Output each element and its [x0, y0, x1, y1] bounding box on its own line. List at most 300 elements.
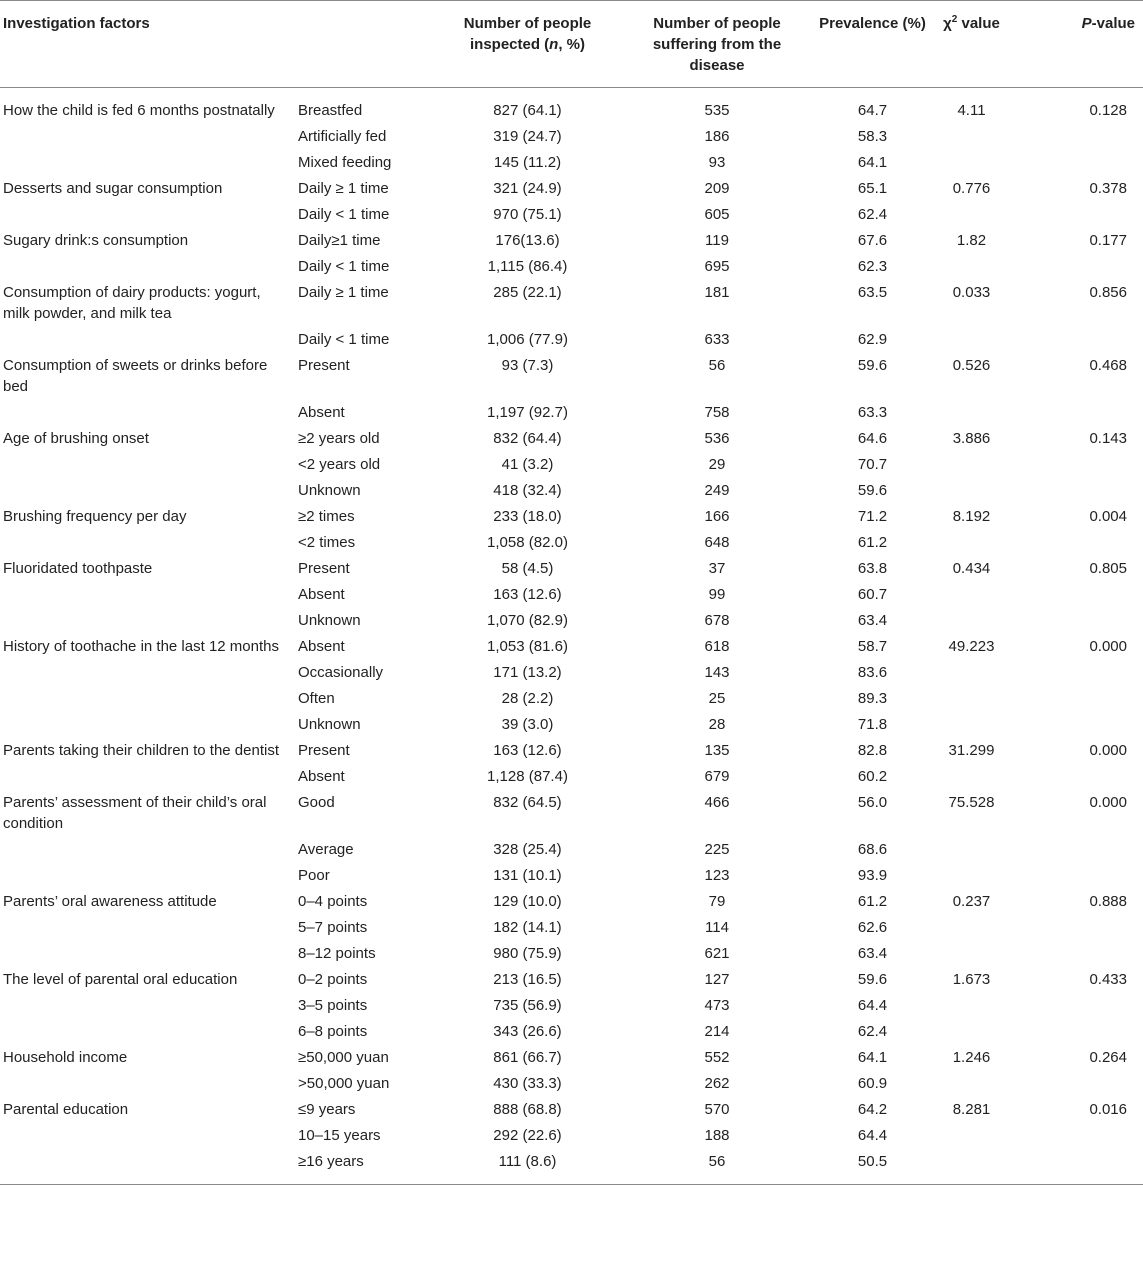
cell-suffering: 188 [704, 1127, 730, 1144]
cell-prevalence: 71.8 [857, 716, 888, 733]
cell-factor: Parents taking their children to the dentist [3, 742, 279, 759]
table-row [0, 1019, 1143, 1045]
cell-p-value [1011, 941, 1143, 967]
cell-prevalence: 82.8 [857, 742, 888, 759]
cell-suffering: 618 [704, 638, 730, 655]
cell-prevalence: 67.6 [857, 232, 888, 249]
cell-inspected: 28 (2.2) [501, 690, 554, 707]
cell-factor [0, 124, 288, 150]
cell-level: ≥16 years [298, 1153, 364, 1170]
cell-factor [0, 1071, 288, 1097]
cell-factor: Parents’ oral awareness attitude [3, 893, 217, 910]
cell-chi2: 4.11 [957, 102, 986, 119]
table-row [0, 1045, 1143, 1071]
header-inspected-b: , %) [558, 36, 586, 53]
cell-inspected: 319 (24.7) [493, 128, 562, 145]
cell-chi2 [932, 915, 1011, 941]
cell-chi2 [932, 863, 1011, 889]
table-row [0, 1071, 1143, 1097]
cell-suffering: 143 [704, 664, 730, 681]
cell-factor [0, 1123, 288, 1149]
cell-suffering: 119 [705, 232, 729, 249]
cell-factor [0, 150, 288, 176]
cell-prevalence: 62.9 [857, 331, 888, 348]
cell-suffering: 28 [708, 716, 726, 733]
cell-p-value [1011, 254, 1143, 280]
cell-level: Daily < 1 time [298, 331, 390, 348]
cell-factor [0, 582, 288, 608]
header-inspected-n: n [549, 36, 559, 53]
cell-suffering: 552 [704, 1049, 730, 1066]
header-chi-sup: 2 [951, 14, 958, 25]
cell-chi2: 0.237 [952, 893, 991, 910]
cell-chi2 [932, 254, 1011, 280]
cell-prevalence: 58.7 [857, 638, 888, 655]
cell-inspected: 418 (32.4) [493, 482, 562, 499]
cell-p-value [1011, 915, 1143, 941]
cell-prevalence: 60.9 [857, 1075, 888, 1092]
cell-prevalence: 63.5 [857, 284, 888, 301]
cell-inspected: 970 (75.1) [493, 206, 562, 223]
cell-level: 10–15 years [298, 1127, 381, 1144]
cell-p-value: 0.378 [1089, 180, 1127, 197]
cell-p-value [1011, 478, 1143, 504]
cell-factor [0, 452, 288, 478]
cell-prevalence: 59.6 [857, 482, 888, 499]
cell-suffering: 29 [708, 456, 726, 473]
cell-inspected: 285 (22.1) [493, 284, 562, 301]
cell-p-value [1011, 202, 1143, 228]
cell-level: Present [298, 560, 350, 577]
cell-prevalence: 60.2 [857, 768, 888, 785]
table-row [0, 790, 1143, 837]
cell-prevalence: 64.4 [857, 1127, 888, 1144]
table-row [0, 993, 1143, 1019]
cell-suffering: 37 [708, 560, 726, 577]
header-row [0, 1, 1143, 88]
cell-prevalence: 83.6 [857, 664, 888, 681]
cell-chi2 [932, 530, 1011, 556]
cell-inspected: 321 (24.9) [493, 180, 562, 197]
cell-suffering: 648 [704, 534, 730, 551]
cell-prevalence: 64.1 [857, 154, 888, 171]
cell-level: Unknown [298, 482, 361, 499]
cell-inspected: 827 (64.1) [493, 102, 562, 119]
header-inspected [434, 1, 621, 88]
cell-p-value: 0.468 [1089, 357, 1127, 374]
cell-level: 6–8 points [298, 1023, 368, 1040]
cell-p-value: 0.888 [1089, 893, 1127, 910]
header-suffering: Number of people suffering from the disease [652, 15, 782, 74]
cell-level: Daily ≥ 1 time [298, 284, 389, 301]
cell-inspected: 1,058 (82.0) [487, 534, 568, 551]
cell-chi2: 75.528 [948, 794, 995, 811]
cell-p-value [1011, 712, 1143, 738]
cell-p-value [1011, 686, 1143, 712]
cell-inspected: 176(13.6) [495, 232, 560, 249]
header-factor: Investigation factors [3, 15, 150, 32]
table-row [0, 530, 1143, 556]
table-row [0, 915, 1143, 941]
cell-chi2 [932, 478, 1011, 504]
table-row [0, 1123, 1143, 1149]
cell-level: Breastfed [298, 102, 363, 119]
cell-factor [0, 712, 288, 738]
cell-chi2 [932, 124, 1011, 150]
cell-factor [0, 608, 288, 634]
cell-level: ≥2 times [298, 508, 355, 525]
cell-p-value [1011, 660, 1143, 686]
cell-level: Absent [298, 768, 345, 785]
cell-suffering: 166 [704, 508, 730, 525]
cell-level: Poor [298, 867, 330, 884]
cell-factor [0, 254, 288, 280]
cell-inspected: 1,053 (81.6) [487, 638, 568, 655]
cell-factor [0, 400, 288, 426]
cell-p-value: 0.128 [1089, 102, 1127, 119]
cell-chi2 [932, 327, 1011, 353]
cell-suffering: 25 [708, 690, 726, 707]
cell-factor [0, 993, 288, 1019]
cell-inspected: 111 (8.6) [498, 1153, 557, 1170]
cell-level: 3–5 points [298, 997, 368, 1014]
cell-factor [0, 764, 288, 790]
cell-level: ≥2 years old [298, 430, 380, 447]
cell-prevalence: 62.6 [857, 919, 888, 936]
cell-p-value [1011, 764, 1143, 790]
cell-prevalence: 56.0 [857, 794, 888, 811]
cell-chi2 [932, 150, 1011, 176]
header-prevalence: Prevalence (%) [819, 15, 926, 32]
cell-prevalence: 64.7 [857, 102, 888, 119]
cell-chi2 [932, 660, 1011, 686]
table-row [0, 738, 1143, 764]
cell-inspected: 832 (64.5) [493, 794, 562, 811]
cell-chi2: 31.299 [948, 742, 995, 759]
cell-inspected: 735 (56.9) [493, 997, 562, 1014]
cell-inspected: 832 (64.4) [493, 430, 562, 447]
cell-chi2: 0.033 [952, 284, 991, 301]
cell-inspected: 980 (75.9) [493, 945, 562, 962]
cell-chi2 [932, 686, 1011, 712]
cell-prevalence: 70.7 [857, 456, 888, 473]
cell-inspected: 163 (12.6) [493, 586, 562, 603]
cell-level: 0–4 points [298, 893, 368, 910]
cell-prevalence: 64.6 [857, 430, 888, 447]
cell-suffering: 570 [704, 1101, 730, 1118]
cell-level: <2 years old [298, 456, 381, 473]
cell-inspected: 163 (12.6) [493, 742, 562, 759]
cell-level: Average [298, 841, 354, 858]
cell-level: ≤9 years [298, 1101, 356, 1118]
cell-level: Present [298, 357, 350, 374]
cell-prevalence: 62.4 [857, 206, 888, 223]
cell-p-value [1011, 863, 1143, 889]
cell-suffering: 633 [704, 331, 730, 348]
cell-prevalence: 61.2 [857, 893, 888, 910]
table-row [0, 712, 1143, 738]
table-row [0, 280, 1143, 327]
cell-inspected: 1,197 (92.7) [487, 404, 568, 421]
table-body [0, 88, 1143, 1185]
cell-suffering: 123 [704, 867, 730, 884]
cell-p-value [1011, 1071, 1143, 1097]
cell-prevalence: 61.2 [857, 534, 888, 551]
cell-level: 0–2 points [298, 971, 368, 988]
cell-inspected: 888 (68.8) [493, 1101, 562, 1118]
table-row [0, 327, 1143, 353]
cell-suffering: 56 [708, 1153, 726, 1170]
cell-chi2: 0.526 [952, 357, 991, 374]
cell-inspected: 39 (3.0) [501, 716, 554, 733]
cell-p-value [1011, 452, 1143, 478]
cell-factor: The level of parental oral education [3, 971, 238, 988]
table-row [0, 254, 1143, 280]
cell-chi2 [932, 712, 1011, 738]
cell-factor [0, 863, 288, 889]
cell-factor: Consumption of dairy products: yogurt, milk powder, and milk tea [3, 284, 261, 322]
cell-chi2: 8.281 [952, 1101, 991, 1118]
cell-p-value [1011, 150, 1143, 176]
cell-inspected: 145 (11.2) [493, 154, 562, 171]
cell-level: >50,000 yuan [298, 1075, 390, 1092]
cell-p-value: 0.000 [1089, 638, 1127, 655]
cell-p-value [1011, 582, 1143, 608]
table-row [0, 863, 1143, 889]
cell-suffering: 621 [704, 945, 730, 962]
cell-chi2: 8.192 [952, 508, 991, 525]
cell-chi2: 0.776 [952, 180, 991, 197]
cell-prevalence: 63.8 [857, 560, 888, 577]
cell-suffering: 209 [704, 180, 730, 197]
cell-chi2 [932, 1149, 1011, 1185]
cell-suffering: 225 [704, 841, 730, 858]
cell-factor: Sugary drink:s consumption [3, 232, 189, 249]
cell-prevalence: 63.4 [857, 945, 888, 962]
cell-level: Artificially fed [298, 128, 387, 145]
table-row [0, 426, 1143, 452]
cell-suffering: 56 [708, 357, 726, 374]
header-chi-rest: value [957, 15, 1000, 32]
table-row [0, 764, 1143, 790]
cell-factor: Parental education [3, 1101, 129, 1118]
cell-p-value [1011, 124, 1143, 150]
cell-inspected: 93 (7.3) [501, 357, 554, 374]
cell-prevalence: 59.6 [857, 971, 888, 988]
cell-chi2 [932, 202, 1011, 228]
cell-prevalence: 64.4 [857, 997, 888, 1014]
cell-p-value: 0.143 [1089, 430, 1127, 447]
cell-chi2 [932, 764, 1011, 790]
table-row [0, 353, 1143, 400]
cell-inspected: 129 (10.0) [493, 893, 562, 910]
cell-suffering: 678 [704, 612, 730, 629]
cell-suffering: 466 [704, 794, 730, 811]
cell-suffering: 536 [704, 430, 730, 447]
cell-level: Mixed feeding [298, 154, 392, 171]
cell-chi2: 0.434 [952, 560, 991, 577]
cell-factor: How the child is fed 6 months postnatally [3, 102, 275, 119]
cell-p-value: 0.805 [1089, 560, 1127, 577]
cell-level: Unknown [298, 612, 361, 629]
cell-suffering: 262 [704, 1075, 730, 1092]
cell-chi2: 1.82 [956, 232, 987, 249]
cell-factor [0, 686, 288, 712]
cell-factor [0, 1149, 288, 1185]
cell-prevalence: 50.5 [857, 1153, 888, 1170]
table-row [0, 124, 1143, 150]
cell-prevalence: 60.7 [857, 586, 888, 603]
cell-p-value: 0.016 [1089, 1101, 1127, 1118]
cell-level: Daily < 1 time [298, 206, 390, 223]
cell-chi2 [932, 941, 1011, 967]
cell-prevalence: 62.4 [857, 1023, 888, 1040]
cell-chi2: 1.673 [952, 971, 991, 988]
table-row [0, 686, 1143, 712]
cell-p-value [1011, 1123, 1143, 1149]
cell-factor [0, 530, 288, 556]
cell-factor [0, 327, 288, 353]
cell-level: Unknown [298, 716, 361, 733]
cell-factor [0, 837, 288, 863]
cell-factor [0, 1019, 288, 1045]
cell-suffering: 79 [708, 893, 726, 910]
table-row [0, 1149, 1143, 1185]
cell-factor: Parents’ assessment of their child’s oral condition [3, 794, 267, 832]
table-row [0, 228, 1143, 254]
cell-chi2 [932, 1019, 1011, 1045]
cell-prevalence: 58.3 [857, 128, 888, 145]
cell-suffering: 249 [704, 482, 730, 499]
header-p-value [1011, 1, 1143, 88]
cell-inspected: 171 (13.2) [493, 664, 562, 681]
header-chi-symbol: χ [943, 15, 952, 32]
cell-prevalence: 68.6 [857, 841, 888, 858]
cell-factor [0, 941, 288, 967]
cell-level: Daily≥1 time [298, 232, 381, 249]
cell-chi2: 49.223 [948, 638, 995, 655]
cell-inspected: 430 (33.3) [493, 1075, 562, 1092]
cell-p-value: 0.856 [1089, 284, 1127, 301]
table-row [0, 400, 1143, 426]
cell-chi2 [932, 993, 1011, 1019]
cell-factor: Age of brushing onset [3, 430, 149, 447]
cell-inspected: 861 (66.7) [493, 1049, 562, 1066]
table-row [0, 634, 1143, 660]
cell-inspected: 1,128 (87.4) [487, 768, 568, 785]
cell-inspected: 233 (18.0) [493, 508, 562, 525]
cell-chi2 [932, 582, 1011, 608]
cell-p-value [1011, 530, 1143, 556]
cell-level: Absent [298, 404, 345, 421]
cell-p-value [1011, 400, 1143, 426]
cell-prevalence: 93.9 [857, 867, 888, 884]
table-row [0, 452, 1143, 478]
cell-factor [0, 478, 288, 504]
table-row [0, 967, 1143, 993]
table-row [0, 88, 1143, 124]
table-header [0, 1, 1143, 88]
cell-factor: Brushing frequency per day [3, 508, 187, 525]
cell-factor: History of toothache in the last 12 months [3, 638, 279, 655]
cell-suffering: 186 [704, 128, 730, 145]
cell-inspected: 1,070 (82.9) [487, 612, 568, 629]
cell-factor: Household income [3, 1049, 128, 1066]
table-row [0, 941, 1143, 967]
cell-prevalence: 62.3 [857, 258, 888, 275]
cell-suffering: 99 [708, 586, 726, 603]
table-row [0, 504, 1143, 530]
cell-inspected: 328 (25.4) [493, 841, 562, 858]
cell-chi2: 1.246 [952, 1049, 991, 1066]
cell-chi2 [932, 608, 1011, 634]
cell-chi2 [932, 400, 1011, 426]
cell-level: Absent [298, 586, 345, 603]
cell-p-value [1011, 837, 1143, 863]
header-chi2 [932, 1, 1011, 88]
table-row [0, 202, 1143, 228]
cell-level: 8–12 points [298, 945, 376, 962]
cell-inspected: 292 (22.6) [493, 1127, 562, 1144]
cell-prevalence: 63.4 [857, 612, 888, 629]
cell-chi2: 3.886 [952, 430, 991, 447]
cell-suffering: 93 [708, 154, 726, 171]
cell-p-value [1011, 1149, 1143, 1185]
table-row [0, 150, 1143, 176]
table-row [0, 1097, 1143, 1123]
cell-factor [0, 202, 288, 228]
cell-level: <2 times [298, 534, 356, 551]
cell-inspected: 1,115 (86.4) [487, 258, 568, 275]
cell-factor [0, 915, 288, 941]
cell-suffering: 758 [704, 404, 730, 421]
cell-suffering: 135 [704, 742, 730, 759]
header-level [288, 1, 434, 88]
cell-suffering: 181 [704, 284, 730, 301]
cell-inspected: 131 (10.1) [493, 867, 562, 884]
header-inspected-a: Number of people inspected ( [463, 15, 592, 53]
cell-level: Present [298, 742, 350, 759]
table-row [0, 176, 1143, 202]
cell-prevalence: 59.6 [857, 357, 888, 374]
cell-inspected: 58 (4.5) [501, 560, 554, 577]
cell-factor: Fluoridated toothpaste [3, 560, 153, 577]
cell-p-value [1011, 993, 1143, 1019]
table-row [0, 556, 1143, 582]
cell-suffering: 535 [704, 102, 730, 119]
cell-prevalence: 71.2 [857, 508, 888, 525]
cell-chi2 [932, 1071, 1011, 1097]
cell-p-value: 0.433 [1089, 971, 1127, 988]
cell-factor: Consumption of sweets or drinks before bed [3, 357, 268, 395]
cell-inspected: 343 (26.6) [493, 1023, 562, 1040]
cell-suffering: 214 [704, 1023, 730, 1040]
cell-suffering: 605 [704, 206, 730, 223]
table-row [0, 660, 1143, 686]
cell-suffering: 695 [704, 258, 730, 275]
table-row [0, 837, 1143, 863]
cell-prevalence: 64.2 [857, 1101, 888, 1118]
header-p-rest: -value [1091, 15, 1135, 32]
cell-inspected: 41 (3.2) [501, 456, 554, 473]
cell-level: Often [298, 690, 335, 707]
table-row [0, 478, 1143, 504]
cell-p-value: 0.264 [1089, 1049, 1127, 1066]
cell-factor [0, 660, 288, 686]
cell-chi2 [932, 837, 1011, 863]
cell-suffering: 679 [704, 768, 730, 785]
table-row [0, 889, 1143, 915]
